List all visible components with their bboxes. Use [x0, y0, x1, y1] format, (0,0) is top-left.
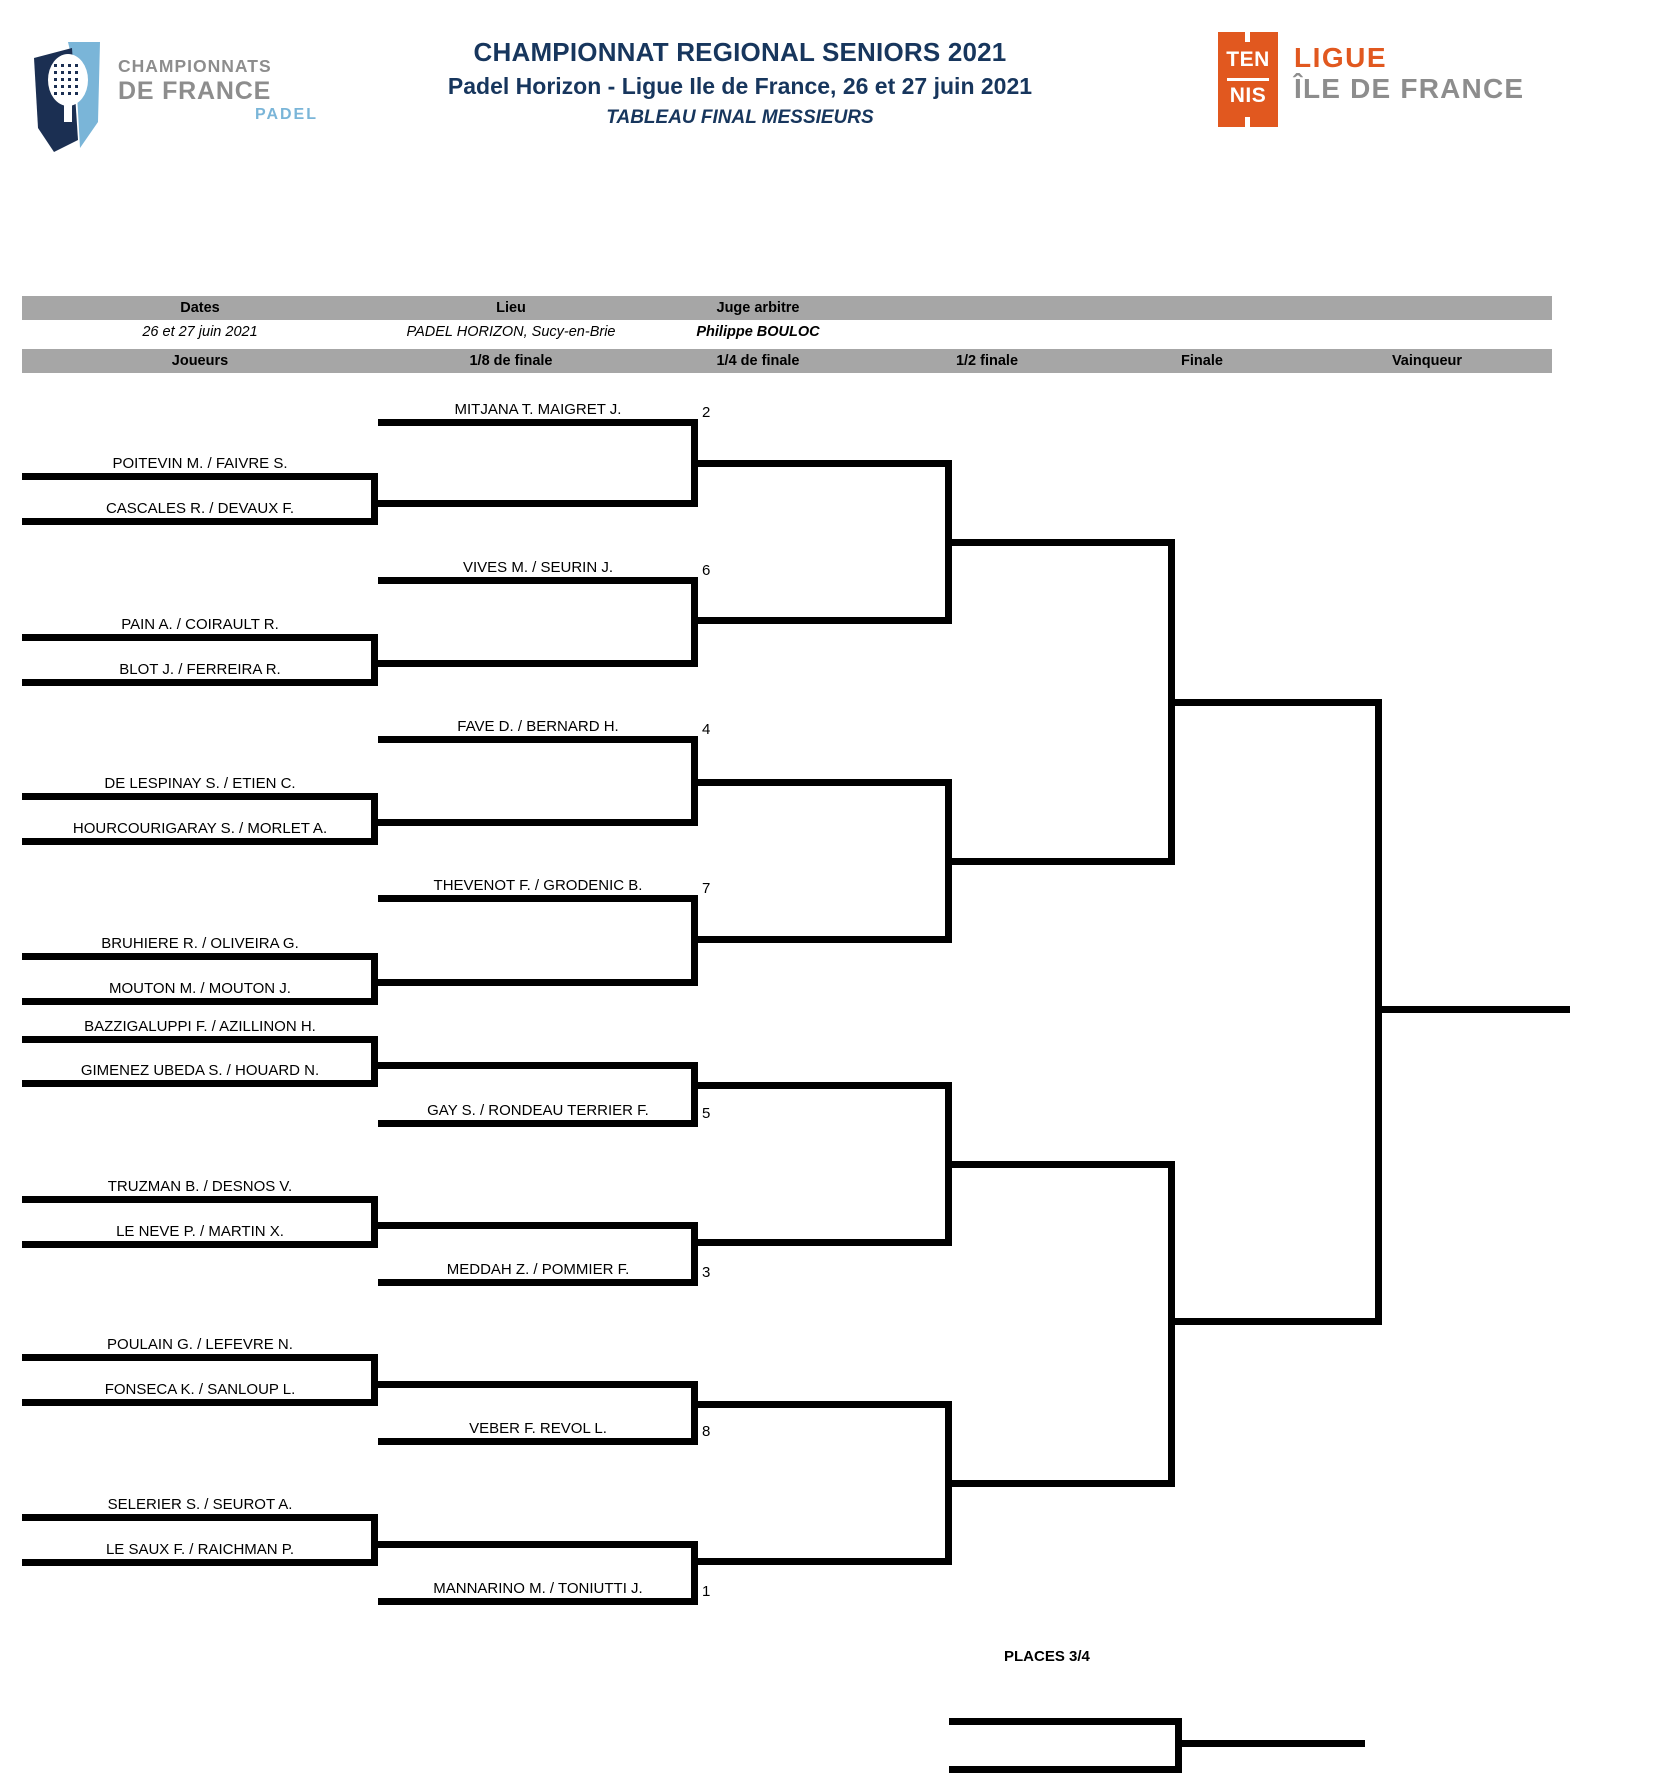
player-label-14: FONSECA K. / SANLOUP L. [104, 1381, 296, 1398]
eighth-label-3: FAVE D. / BERNARD H. [457, 718, 619, 735]
player-label-15: SELERIER S. / SEUROT A. [107, 1496, 293, 1513]
player-line-11 [22, 1196, 378, 1203]
eighth-label-7: VEBER F. REVOL L. [469, 1420, 607, 1437]
player-line-1 [22, 473, 378, 480]
eighth-line-3-bottom [371, 819, 698, 826]
round-header-winner: Vainqueur [1391, 353, 1463, 369]
round-header-semi: 1/2 finale [955, 353, 1019, 369]
player-line-12 [22, 1241, 378, 1248]
places-3-4-label: PLACES 3/4 [1004, 1648, 1090, 1665]
quarter-line-2-bottom [691, 936, 952, 943]
eighth-seed-3: 4 [702, 721, 711, 738]
player-line-5 [22, 793, 378, 800]
eighth-line-2-top [378, 577, 698, 584]
round-header-eighth: 1/8 de finale [469, 353, 553, 369]
eighth-connector-6 [691, 1222, 698, 1286]
final-line-top [1168, 699, 1382, 706]
eighth-seed-4: 7 [702, 880, 711, 897]
eighth-line-6-top [371, 1222, 698, 1229]
player-line-10 [22, 1080, 378, 1087]
eighth-seed-8: 1 [702, 1583, 711, 1600]
eighth-line-7-bottom [378, 1438, 698, 1445]
eighth-line-3-top [378, 736, 698, 743]
player-line-7 [22, 953, 378, 960]
eighth-label-6: MEDDAH Z. / POMMIER F. [446, 1261, 630, 1278]
player-label-2: CASCALES R. / DEVAUX F. [105, 500, 295, 517]
eighth-label-2: VIVES M. / SEURIN J. [462, 559, 614, 576]
pair-connector-8 [371, 1514, 378, 1566]
round-header-quarter: 1/4 de finale [716, 353, 800, 369]
eighth-seed-6: 3 [702, 1264, 711, 1281]
eighth-line-4-top [378, 895, 698, 902]
logo-line-ligue: LIGUE [1294, 42, 1388, 73]
player-line-6 [22, 838, 378, 845]
eighth-connector-7 [691, 1381, 698, 1445]
player-label-7: BRUHIERE R. / OLIVEIRA G. [101, 935, 299, 952]
player-label-12: LE NEVE P. / MARTIN X. [116, 1223, 284, 1240]
player-line-13 [22, 1354, 378, 1361]
player-label-16: LE SAUX F. / RAICHMAN P. [105, 1541, 295, 1558]
places-line-bottom [949, 1766, 1182, 1773]
quarter-line-3-top [691, 1082, 952, 1089]
eighth-line-8-top [371, 1541, 698, 1548]
player-label-11: TRUZMAN B. / DESNOS V. [107, 1178, 293, 1195]
info-header-lieu: Lieu [496, 300, 526, 316]
logo-line-de-france: DE FRANCE [118, 76, 272, 105]
logo-line-championnats: CHAMPIONNATS [118, 56, 272, 76]
player-line-8 [22, 998, 378, 1005]
quarter-line-1-top [691, 460, 952, 467]
pair-connector-1 [371, 473, 378, 525]
eighth-connector-5 [691, 1062, 698, 1127]
logo-line-ile-de-france: ÎLE DE FRANCE [1294, 73, 1525, 104]
semi-line-2-bottom [945, 1480, 1175, 1487]
eighth-label-8: MANNARINO M. / TONIUTTI J. [433, 1580, 643, 1597]
player-label-10: GIMENEZ UBEDA S. / HOUARD N. [80, 1062, 320, 1079]
player-label-3: PAIN A. / COIRAULT R. [121, 616, 279, 633]
places-winner-line [1175, 1740, 1365, 1747]
round-header-joueurs: Joueurs [171, 353, 229, 369]
quarter-line-2-top [691, 779, 952, 786]
eighth-line-1-bottom [371, 500, 698, 507]
semi-line-2-top [945, 1161, 1175, 1168]
eighth-seed-2: 6 [702, 562, 711, 579]
eighth-seed-5: 5 [702, 1105, 711, 1122]
quarter-line-4-bottom [691, 1558, 952, 1565]
round-header-final: Finale [1181, 353, 1223, 369]
player-label-9: BAZZIGALUPPI F. / AZILLINON H. [84, 1018, 316, 1035]
pair-connector-7 [371, 1354, 378, 1406]
eighth-line-4-bottom [371, 979, 698, 986]
quarter-line-1-bottom [691, 617, 952, 624]
eighth-line-1-top [378, 419, 698, 426]
player-line-15 [22, 1514, 378, 1521]
eighth-label-5: GAY S. / RONDEAU TERRIER F. [427, 1102, 649, 1119]
eighth-line-6-bottom [378, 1279, 698, 1286]
player-line-16 [22, 1559, 378, 1566]
info-header-arbitre: Juge arbitre [716, 300, 800, 316]
player-label-8: MOUTON M. / MOUTON J. [109, 980, 291, 997]
player-line-9 [22, 1036, 378, 1043]
player-label-1: POITEVIN M. / FAIVRE S. [112, 455, 288, 472]
semi-line-1-top [945, 539, 1175, 546]
info-value-arbitre: Philippe BOULOC [696, 324, 820, 340]
quarter-line-4-top [691, 1401, 952, 1408]
places-line-top [949, 1718, 1182, 1725]
eighth-seed-1: 2 [702, 404, 711, 421]
eighth-seed-7: 8 [702, 1423, 711, 1440]
logo-nis: NIS [1229, 84, 1267, 107]
eighth-line-8-bottom [378, 1598, 698, 1605]
semi-line-1-bottom [945, 858, 1175, 865]
player-line-3 [22, 634, 378, 641]
eighth-connector-8 [691, 1541, 698, 1605]
player-line-4 [22, 679, 378, 686]
logo-ten: TEN [1226, 48, 1270, 71]
final-line-bottom [1168, 1318, 1382, 1325]
info-header-dates: Dates [180, 300, 220, 316]
quarter-line-3-bottom [691, 1239, 952, 1246]
player-label-4: BLOT J. / FERREIRA R. [119, 661, 281, 678]
info-value-dates: 26 et 27 juin 2021 [142, 324, 258, 340]
title-draw-type: TABLEAU FINAL MESSIEURS [606, 106, 874, 128]
eighth-line-2-bottom [371, 660, 698, 667]
eighth-label-1: MITJANA T. MAIGRET J. [454, 401, 622, 418]
logo-line-padel: PADEL [254, 105, 318, 123]
eighth-label-4: THEVENOT F. / GRODENIC B. [433, 877, 643, 894]
player-label-6: HOURCOURIGARAY S. / MORLET A. [72, 820, 328, 837]
player-line-2 [22, 518, 378, 525]
player-label-5: DE LESPINAY S. / ETIEN C. [104, 775, 296, 792]
eighth-line-5-bottom [378, 1120, 698, 1127]
player-line-14 [22, 1399, 378, 1406]
info-value-lieu: PADEL HORIZON, Sucy-en-Brie [406, 324, 616, 340]
winner-line [1375, 1006, 1570, 1013]
player-label-13: POULAIN G. / LEFEVRE N. [107, 1336, 293, 1353]
eighth-line-5-top [371, 1062, 698, 1069]
title-venue-dates: Padel Horizon - Ligue Ile de France, 26 et 27 juin 2021 [447, 72, 1033, 99]
title-championship: CHAMPIONNAT REGIONAL SENIORS 2021 [473, 37, 1007, 67]
eighth-line-7-top [371, 1381, 698, 1388]
